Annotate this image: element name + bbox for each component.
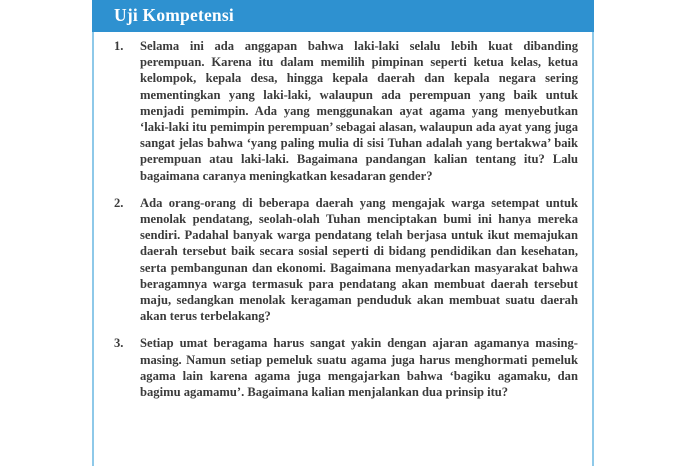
- question-text: Setiap umat beragama harus sangat yakin dengan ajaran agamanya masing-masing. Namun setiap pemeluk suatu agama juga harus menghormati pemeluk agama lain karena agama juga mengajarkan bahwa ‘bagiku agamaku, dan bagimu agamamu’. Bagaimana kalian menjalankan dua prinsip itu?: [140, 336, 578, 400]
- question-text: Ada orang-orang di beberapa daerah yang mengajak warga setempat untuk menolak pendatang, seolah-olah Tuhan menciptakan bumi ini hanya mereka sendiri. Padahal banyak warga pendatang telah berjasa untuk ikut memajukan daerah tersebut baik secara sosial seperti di bidang pendidikan dan kesehatan, serta pembangunan dan ekonomi. Bagaimana menyadarkan masyarakat bahwa beragamnya warga termasuk para pendatang akan membuat daerah tersebut maju, sedangkan menolak keragaman penduduk akan membuat suatu daerah akan terus terbelakang?: [140, 195, 578, 324]
- list-item: [104, 195, 580, 325]
- card-body: [92, 32, 594, 466]
- list-item: [104, 38, 580, 184]
- page-title: Uji Kompetensi: [114, 5, 234, 26]
- list-item: [104, 335, 580, 400]
- card-header-bar: [92, 0, 594, 32]
- question-number: 2.: [114, 195, 124, 210]
- question-list: [104, 38, 580, 400]
- uji-kompetensi-card: [92, 0, 594, 466]
- question-number: 1.: [114, 39, 124, 53]
- question-number: 3.: [114, 336, 124, 351]
- question-text: Selama ini ada anggapan bahwa laki-laki selalu lebih kuat dibanding perempuan. Karena itu dalam memilih pimpinan seperti ketua kelas, ketua kelompok, kepala desa, hingga kepala daerah dan kepala negara sering mementingkan yang laki-laki, walaupun ada perempuan yang baik untuk menjadi pemimpin. Ada yang menggunakan ayat agama yang menyebutkan ‘laki-laki itu pemimpin perempuan’ sebagai alasan, walaupun ada ayat yang juga sangat jelas bahwa ‘yang paling mulia di sisi Tuhan adalah yang bertakwa’ baik perempuan atau laki-laki. Bagaimana pandangan kalian tentang itu? Lalu bagaimana caranya meningkatkan kesadaran gender?: [140, 39, 578, 183]
